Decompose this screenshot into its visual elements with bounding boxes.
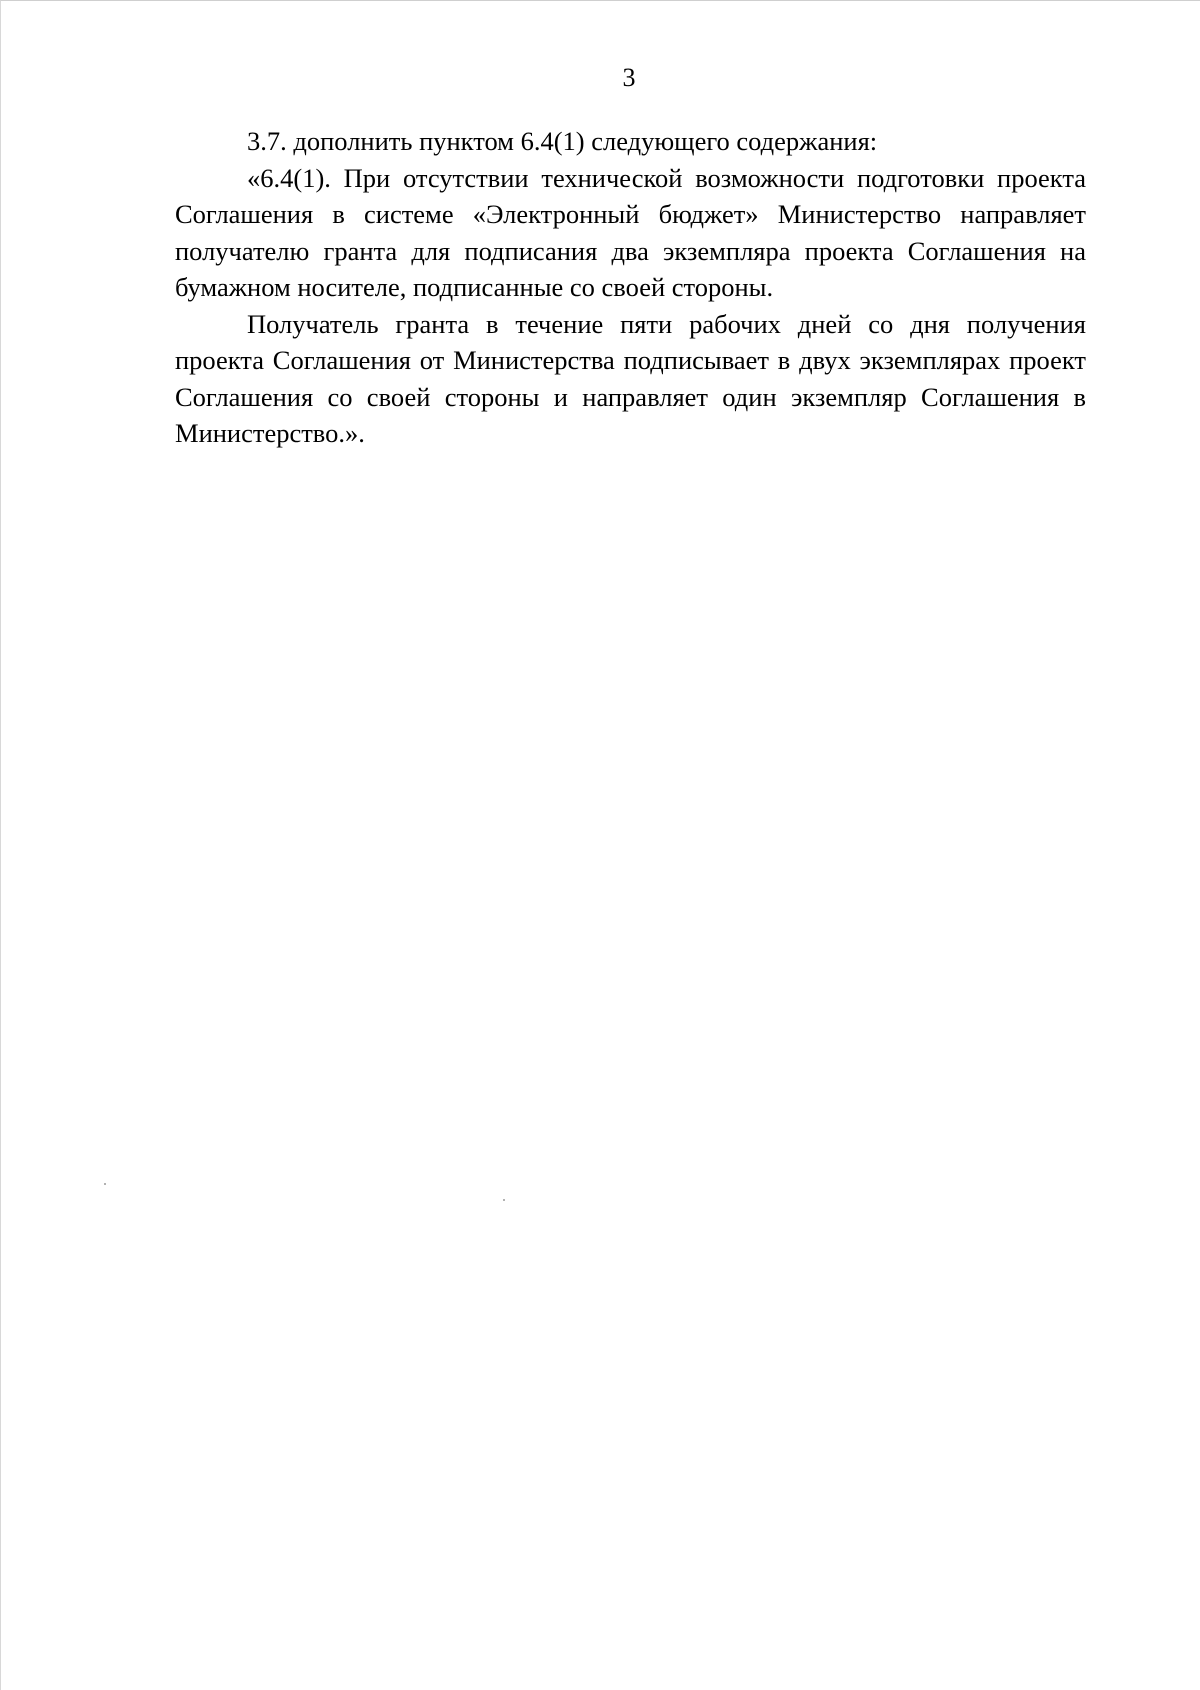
clause-6-4-1-text: «6.4(1). При отсутствии технической возможности подготовки проекта Соглашения в системе «Электронный бюджет» Министерство направляет получателю гранта для подписания два экземпляра проекта Соглашения на бумажном носителе, подписанные со своей стороны. — [175, 162, 1086, 302]
clause-6-4-1-signing-procedure: Получатель гранта в течение пяти рабочих дней со дня получения проекта Соглашения от Министерства подписывает в двух экземплярах проект Соглашения со своей стороны и направляет один экземпляр Соглашения в Министерство.». — [175, 308, 1086, 448]
document-body — [175, 123, 1086, 452]
page-number: 3 — [622, 63, 636, 92]
scan-artifact — [104, 1183, 106, 1185]
amendment-item-3-7: 3.7. дополнить пунктом 6.4(1) следующего содержания: — [247, 126, 878, 156]
scan-artifact — [503, 1199, 505, 1201]
